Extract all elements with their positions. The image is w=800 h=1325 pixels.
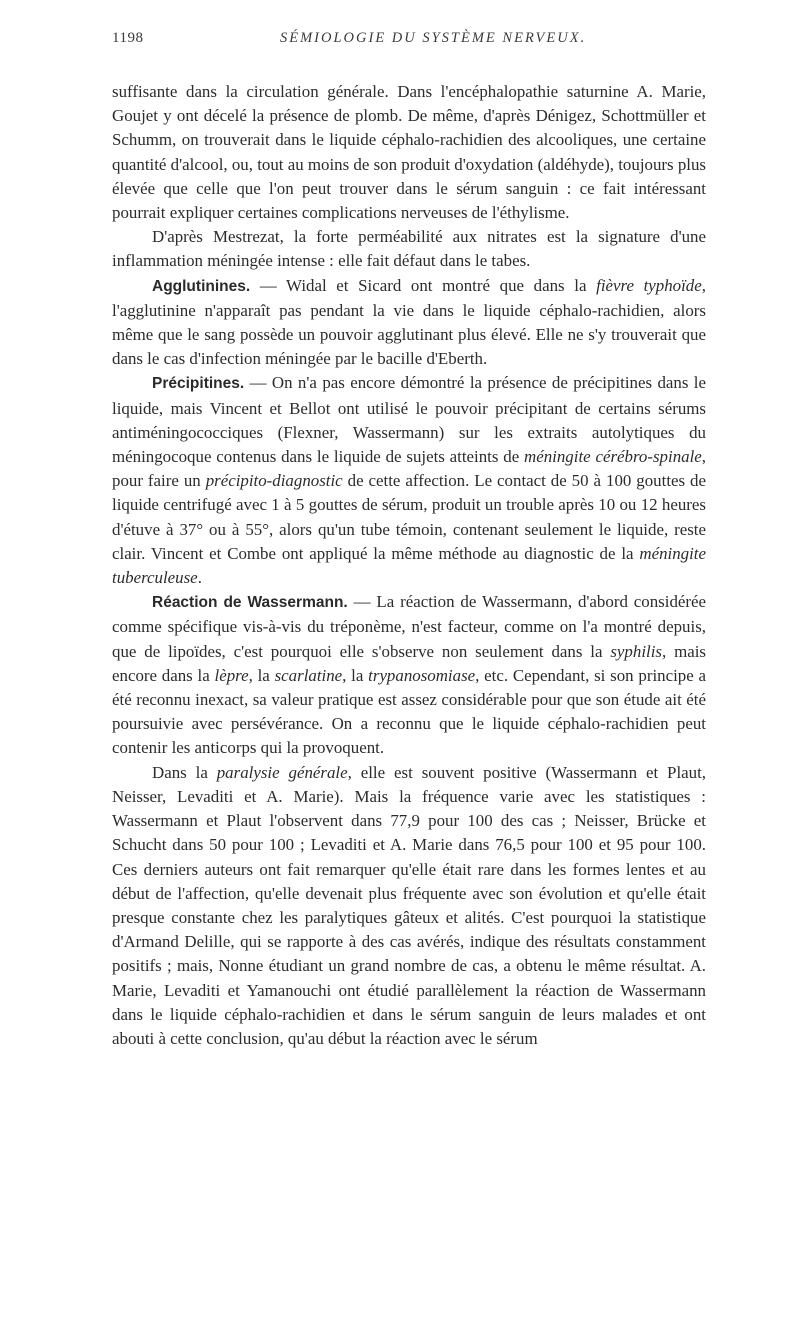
page-header <box>112 30 706 54</box>
paragraph-text: — La réaction de Wassermann, d'abord considérée comme spécifique vis-à-vis du tréponème, n'est facteur, comme on l'a montré depuis, que de lipoïdes, c'est pourquoi elle s'observe non seulement dans la <box>112 592 707 661</box>
paragraph-text: — Widal et Sicard ont montré que dans la <box>250 275 597 295</box>
paragraph-text: , mais encore dans la <box>112 641 706 685</box>
italic-term: fièvre typhoïde <box>596 275 702 295</box>
italic-term: trypanosomiase <box>368 665 476 685</box>
paragraph-text: Dans la <box>152 762 217 782</box>
paragraph-p4 <box>112 371 706 590</box>
paragraph-p3 <box>112 274 706 372</box>
page-number: 1198 <box>112 30 144 46</box>
paragraph-text: , elle est souvent positive (Wassermann et Plaut, Neisser, Levaditi et A. Marie). Mais la fréquence varie avec les statistiques : Wassermann et Plaut l'observent dans 77,9 pour 100 des cas ; Neisser, Brücke et Schucht dans 50 pour 100 ; Levaditi et A. Marie dans 76,5 pour 100 et 95 pour 100. Ces derniers auteurs ont fait remarquer qu'elle était rare dans les formes lentes et au début de l'affection, qu'elle devenait plus fréquente avec son évolution et qu'elle était presque constante chez les paralytiques gâteux et alités. C'est pourquoi la statistique d'Armand Delille, qui se rapporte à des cas avérés, indique des résultats constamment positifs ; mais, Nonne étudiant un grand nombre de cas, a obtenu le même résultat. A. Marie, Levaditi et Yamanouchi ont étudié parallèlement la réaction de Wassermann dans le liquide céphalo-rachidien et dans le sérum sanguin de leurs malades et ont abouti à cette conclusion, qu'au début la réaction avec le sérum <box>112 762 707 1048</box>
italic-term: méningite cérébro-spinale <box>524 447 702 467</box>
paragraph-text: , la <box>342 665 369 685</box>
section-heading: Réaction de Wassermann. <box>152 594 348 612</box>
paragraph-p1 <box>112 80 706 225</box>
paragraph-text: . <box>197 568 202 588</box>
italic-term: scarlatine <box>274 665 343 685</box>
paragraph-text: , pour faire un <box>112 447 707 491</box>
italic-term: méningite tuberculeuse <box>112 543 706 588</box>
italic-term: précipito-diagnostic <box>205 471 343 491</box>
section-heading: Précipitines. <box>152 375 245 393</box>
running-title: SÉMIOLOGIE DU SYSTÈME NERVEUX. <box>280 30 587 46</box>
paragraph-text: suffisante dans la circulation générale. Dans l'encéphalopathie saturnine A. Marie, Goujet y ont décelé la présence de plomb. De même, d'après Dénigez, Schottmüller et Schumm, on trouverait dans le liquide céphalo-rachidien des alcooliques, une certaine quantité d'alcool, ou, tout au moins de son produit d'oxydation (aldéhyde), toujours plus élevée que celle que l'on peut trouver dans le sérum sanguin : ce fait intéressant pourrait expliquer certaines complications nerveuses de l'éthylisme. <box>112 82 706 223</box>
paragraph-p6 <box>112 761 706 1051</box>
paragraph-text: , l'agglutinine n'apparaît pas pendant la vie dans le liquide céphalo-rachidien, alors même que le sang possède un pouvoir agglutinant plus élevé. Elle ne s'y trouverait que dans le cas d'infection méningée par le bacille d'Eberth. <box>112 275 706 369</box>
paragraph-p5 <box>112 590 706 760</box>
italic-term: paralysie générale <box>216 762 348 782</box>
section-heading: Agglutinines. <box>152 277 251 295</box>
paragraph-text: de cette affection. Le contact de 50 à 100 gouttes de liquide centrifugé avec 1 à 5 gouttes de sérum, produit un trouble après 10 ou 12 heures d'étuve à 37° ou à 55°, alors qu'un tube témoin, contenant seulement le liquide, reste clair. Vincent et Combe ont appliqué la même méthode au diagnostic de la <box>112 471 706 563</box>
paragraph-text: D'après Mestrezat, la forte perméabilité aux nitrates est la signature d'une inflammation méningée intense : elle fait défaut dans le tabes. <box>112 227 706 271</box>
italic-term: lèpre <box>214 665 249 685</box>
paragraph-p2 <box>112 225 706 273</box>
paragraph-text: — On n'a pas encore démontré la présence de précipitines dans le liquide, mais Vincent et Bellot ont utilisé le pouvoir précipitant de certains sérums antiméningococciques (Flexner, Wassermann) sur les extraits autolytiques du méningocoque contenus dans le liquide de sujets atteints de <box>112 373 706 467</box>
italic-term: syphilis <box>610 641 662 661</box>
body-text <box>112 80 706 1051</box>
paragraph-text: , la <box>248 665 275 685</box>
paragraph-text: , etc. Cependant, si son principe a été reconnu inexact, sa valeur pratique est assez considérable pour que son étude ait été poursuivie avec persévérance. On a reconnu que le liquide céphalo-rachidien peut contenir les anticorps qui la provoquent. <box>112 665 707 758</box>
